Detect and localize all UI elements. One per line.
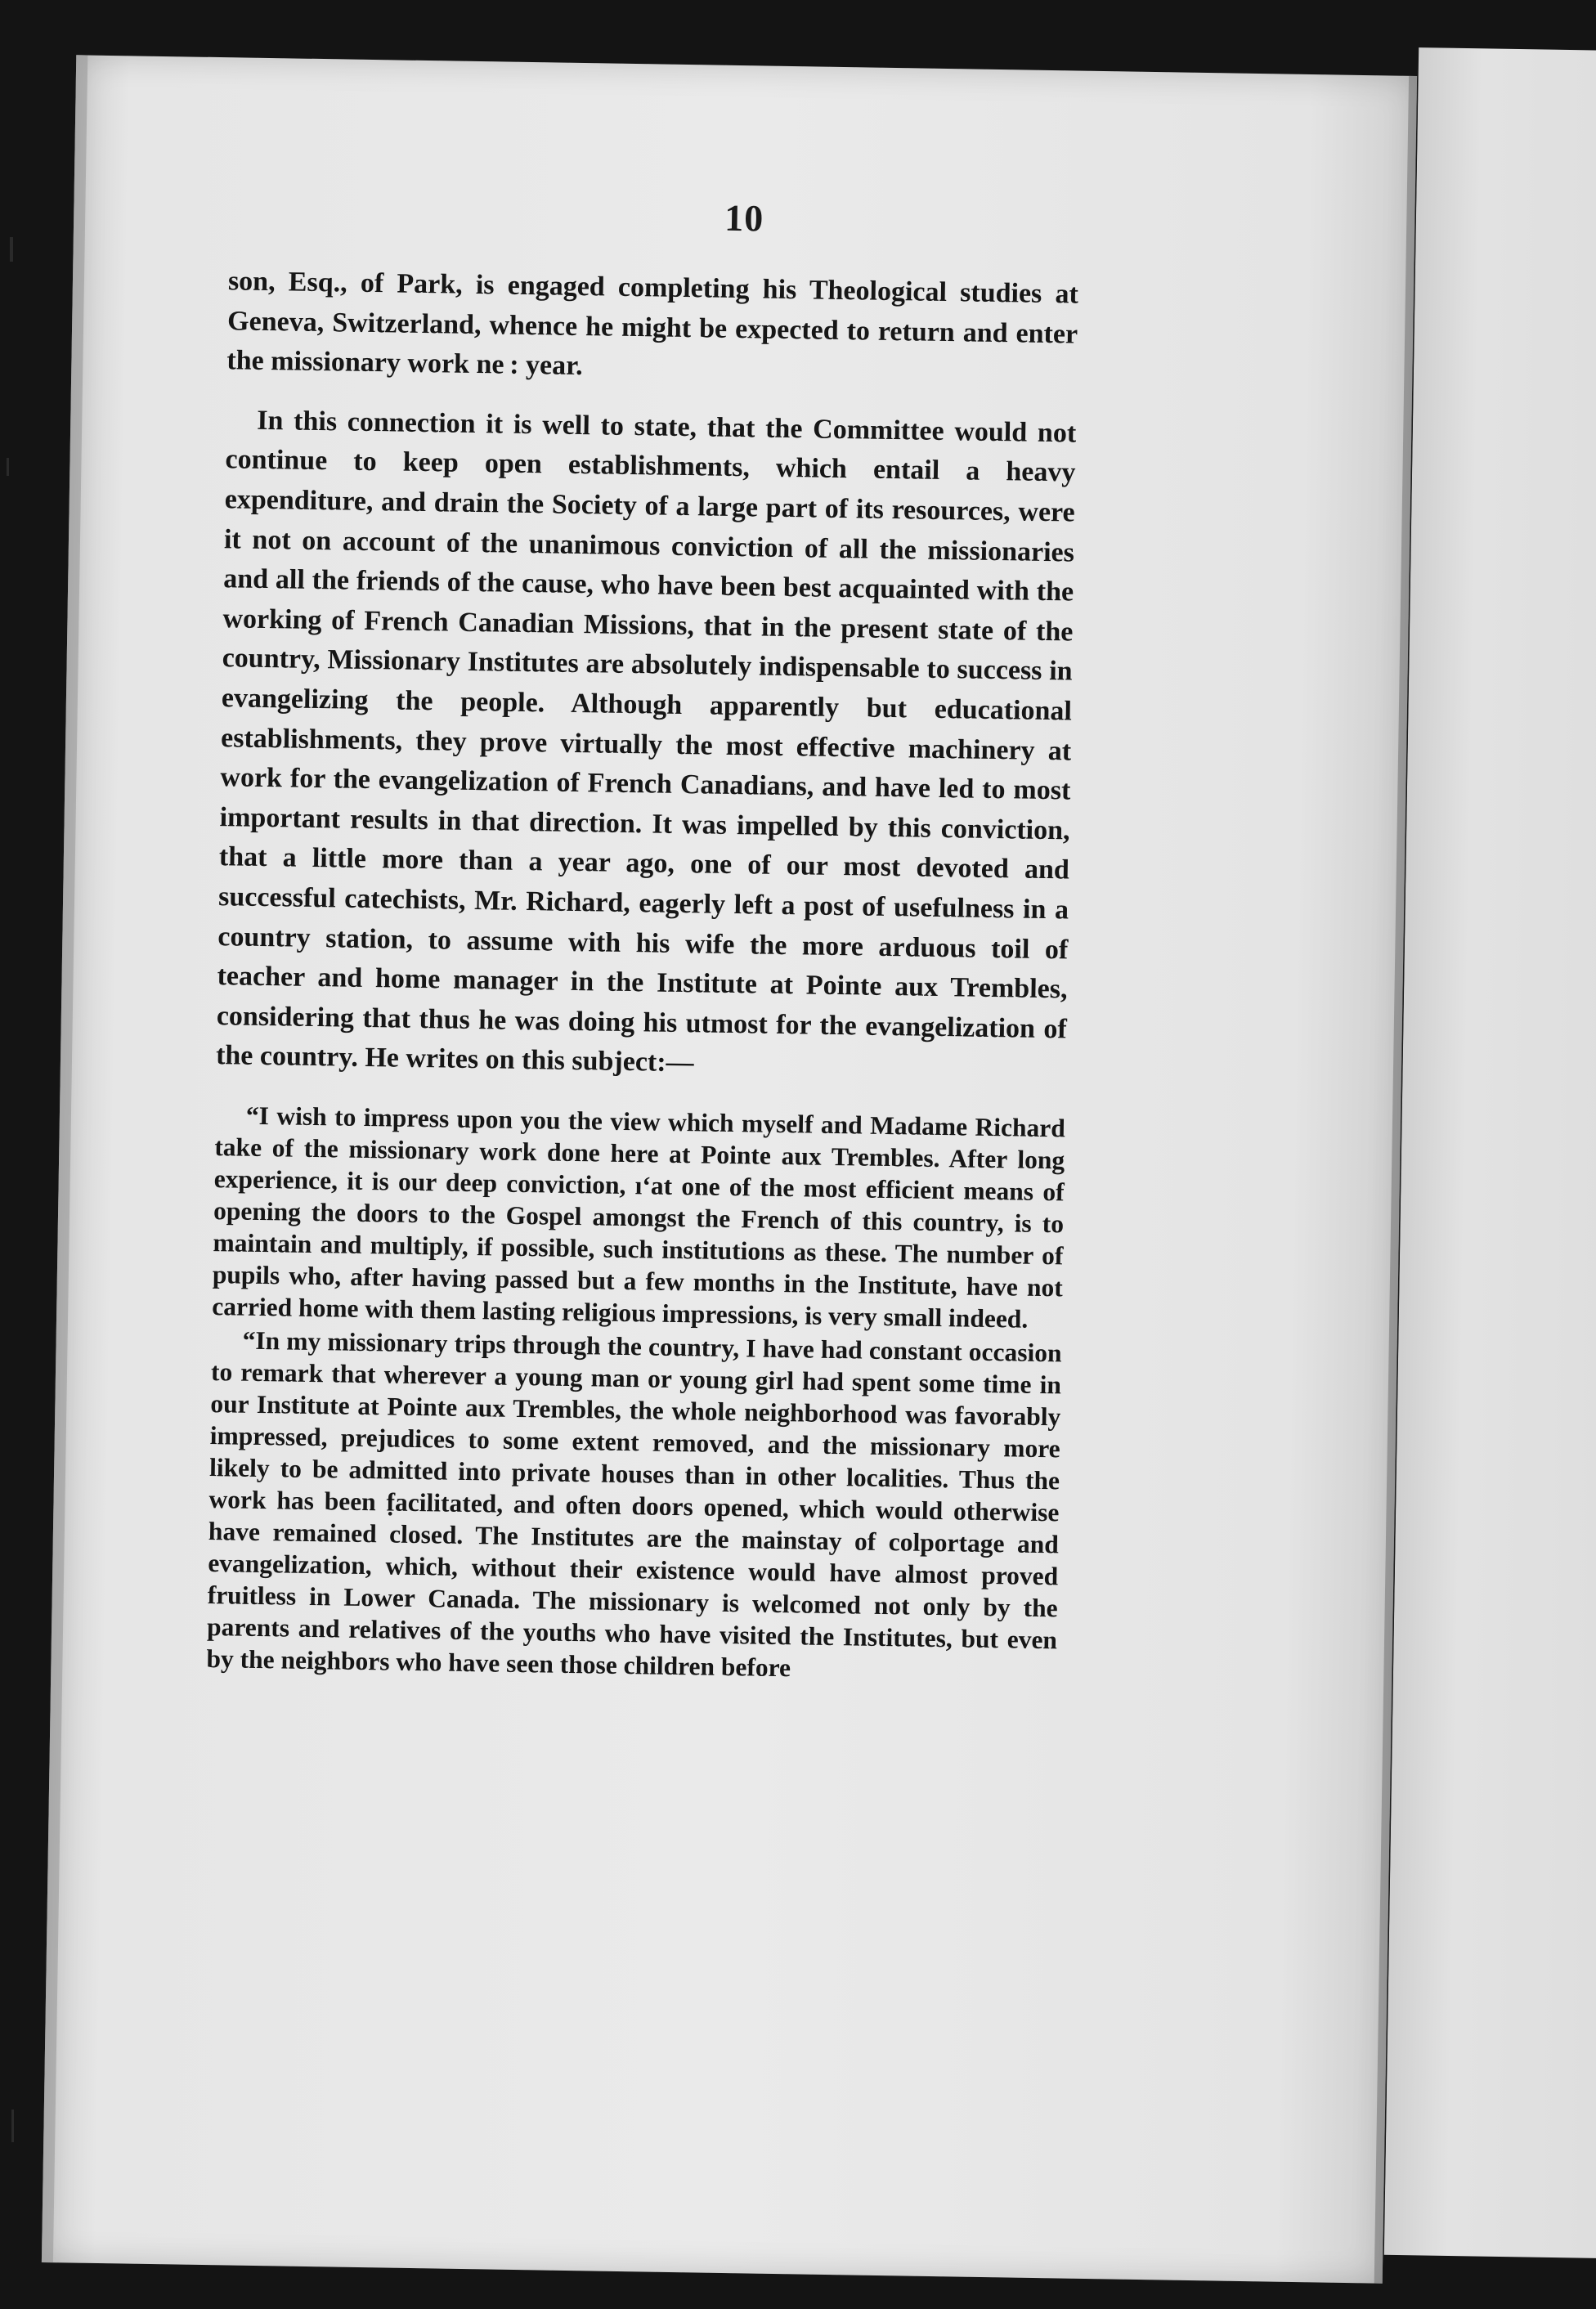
scan-mark-left-3 [11, 2109, 14, 2142]
quote-richard-1: “I wish to impress upon you the view which myself and Madame Richard take of the missionary work done here at Pointe aux Trembles. After long experience, it is our deep conviction, ıʻat one of the most efficient means of opening the doors to the Gospel amongst the French of this country, is to maintain and multiply, if possible, such institutions as these. The number of pupils who, after having passed but a few months in the Institute, have not carried home with them lasting religious impressions, is very small indeed. [212, 1101, 1066, 1334]
book-page [42, 55, 1417, 2283]
facing-page [1384, 47, 1596, 2258]
scan-mark-left [10, 237, 13, 262]
scan-mark-left-2 [7, 458, 9, 476]
page-text [206, 262, 1078, 1688]
paragraph-committee: In this connection it is well to state, that the Committee would not continue to keep open establishments, which entail a heavy expenditure, and drain the Society of a large part of its resources, were it not on account of the unanimous conviction of all the missionaries and all the friends of the cause, who have been best acquainted with the working of French Canadian Missions, that in the present state of the country, Missionary Institutes are absolutely indispensable to success in evangelizing the people. Although apparently but educational establishments, they prove virtually the most effective machinery at work for the evangelization of French Canadians, and have led to most important results in that direction. It was impelled by this conviction, that a little more than a year ago, one of our most devoted and successful catechists, Mr. Richard, eagerly left a post of usefulness in a country station, to assume with his wife the more arduous toil of teacher and home manager in the Institute at Pointe aux Trembles, considering that thus he was doing his utmost for the evangelization of the country. He writes on this subject:— [215, 405, 1077, 1078]
quote-richard-2: “In my missionary trips through the country, I have had constant occasion to remark that wherever a young man or young girl had spent some time in our Institute at Pointe aux Trembles, the whole neighborhood was favorably impressed, prejudices to some extent removed, and the missionary more likely to be admitted into private houses than in other localities. Thus the work has been f̣acilitated, and often doors opened, which would otherwise have remained closed. The Institutes are the mainstay of colportage and evangelization, which, without their existence would have almost proved fruitless in Lower Canada. The missionary is welcomed not only by the parents and relatives of the youths who have visited the Institutes, but even by the neighbors who have seen those children before [206, 1325, 1062, 1683]
paragraph-continued: son, Esq., of Park, is engaged completing his Theological studies at Geneva, Switzerland, whence he might be expected to return and enter the missionary work ne : year. [226, 266, 1079, 382]
page-number: 10 [724, 196, 764, 240]
page-edge-left [42, 55, 87, 2262]
